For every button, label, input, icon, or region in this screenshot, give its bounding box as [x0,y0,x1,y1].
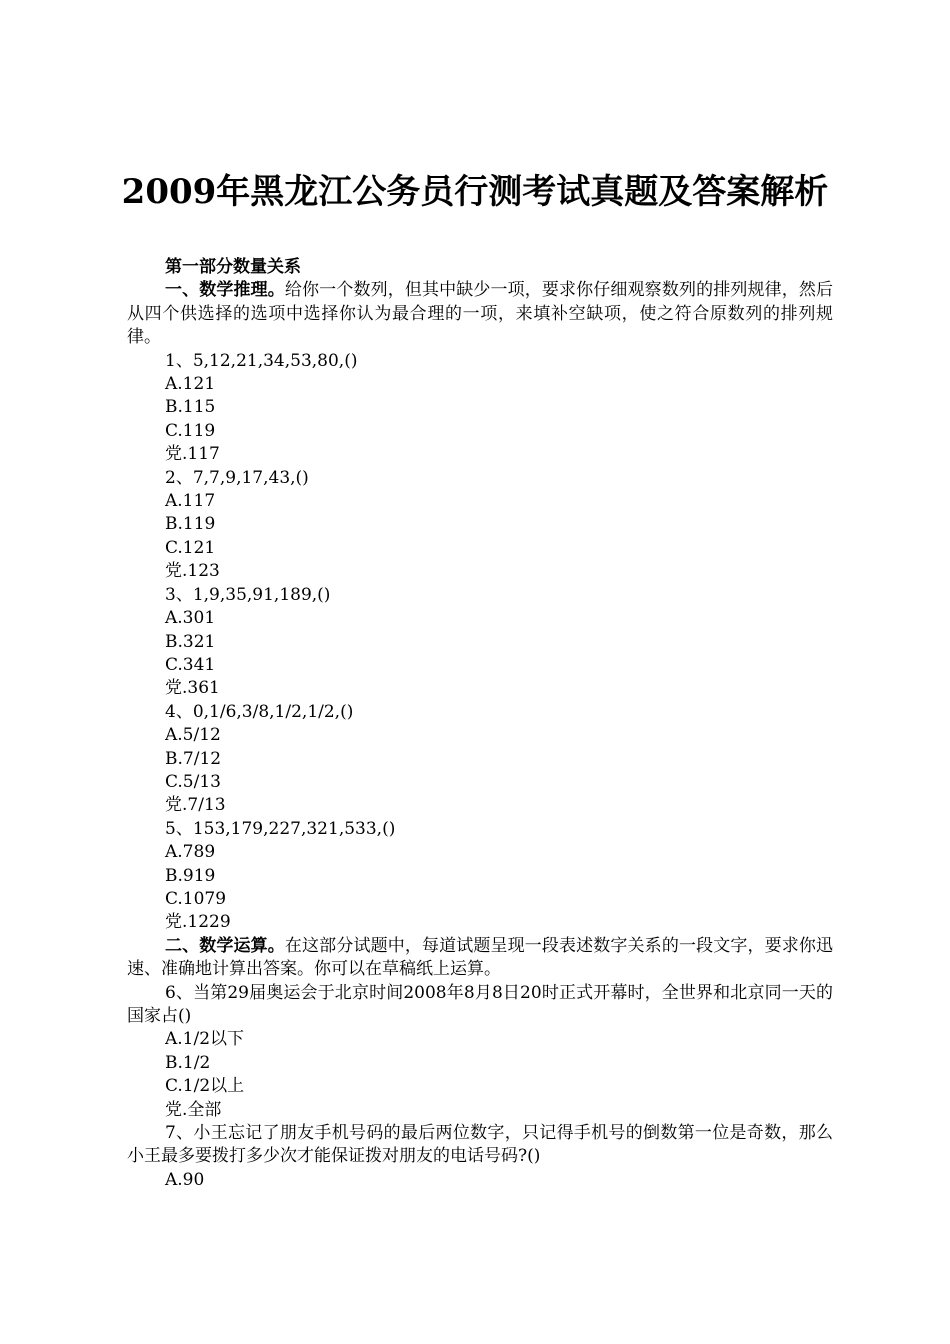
section-1-intro [127,279,833,349]
section-1-text: 给你一个数列，但其中缺少一项，要求你仔细观察数列的排列规律，然后从四个供选择的选项中选择你认为最合理的一项，来填补空缺项，使之符合原数列的排列规律。 [127,280,833,348]
question-7-option-a: A.90 [165,1169,205,1190]
question-1-stem: 1、5,12,21,34,53,80,() [165,350,358,371]
question-6-option-c: C.1/2以上 [165,1076,245,1097]
question-5-option-a: A.789 [165,842,216,863]
question-4-option-d: 党.7/13 [165,795,226,816]
question-4-option-a: A.5/12 [165,725,221,746]
question-1-option-a: A.121 [165,374,216,395]
question-2-option-b: B.119 [165,514,216,535]
question-3-option-a: A.301 [165,608,216,629]
question-3-option-c: C.341 [165,654,216,675]
question-5-option-b: B.919 [165,865,216,886]
question-3-option-d: 党.361 [165,678,220,699]
question-2-stem: 2、7,7,9,17,43,() [165,467,309,488]
question-6-option-d: 党.全部 [165,1099,222,1120]
section-1-heading: 一、数学推理。 [165,280,285,301]
section-2-text: 在这部分试题中，每道试题呈现一段表述数字关系的一段文字，要求你迅速、准确地计算出答案。你可以在草稿纸上运算。 [127,935,833,980]
question-5-stem: 5、153,179,227,321,533,() [165,818,396,839]
question-4-option-c: C.5/13 [165,771,221,792]
question-4-option-b: B.7/12 [165,748,222,769]
document-body [127,256,833,1192]
question-4-stem: 4、0,1/6,3/8,1/2,1/2,() [165,701,354,722]
question-1-option-b: B.115 [165,397,216,418]
question-3-option-b: B.321 [165,631,216,652]
question-5-option-c: C.1079 [165,888,227,909]
question-6-option-a: A.1/2以下 [165,1029,245,1050]
question-6-stem: 6、当第29届奥运会于北京时间2008年8月8日20时正式开幕时，全世界和北京同一天的国家占() [127,982,833,1026]
question-5-option-d: 党.1229 [165,912,231,933]
question-6-option-b: B.1/2 [165,1052,211,1073]
document-title: 2009年黑龙江公务员行测考试真题及答案解析 [121,172,829,212]
question-2-option-a: A.117 [165,491,216,512]
question-3-stem: 3、1,9,35,91,189,() [165,584,331,605]
question-1-option-d: 党.117 [165,444,220,465]
part-heading: 第一部分数量关系 [165,257,301,277]
question-2-option-c: C.121 [165,537,216,558]
question-1-option-c: C.119 [165,420,216,441]
question-2-option-d: 党.123 [165,561,220,582]
section-2-intro [127,935,833,982]
question-7-stem: 7、小王忘记了朋友手机号码的最后两位数字，只记得手机号的倒数第一位是奇数，那么小王最多要拨打多少次才能保证拨对朋友的电话号码?() [127,1123,833,1167]
section-2-heading: 二、数学运算。 [165,935,285,956]
